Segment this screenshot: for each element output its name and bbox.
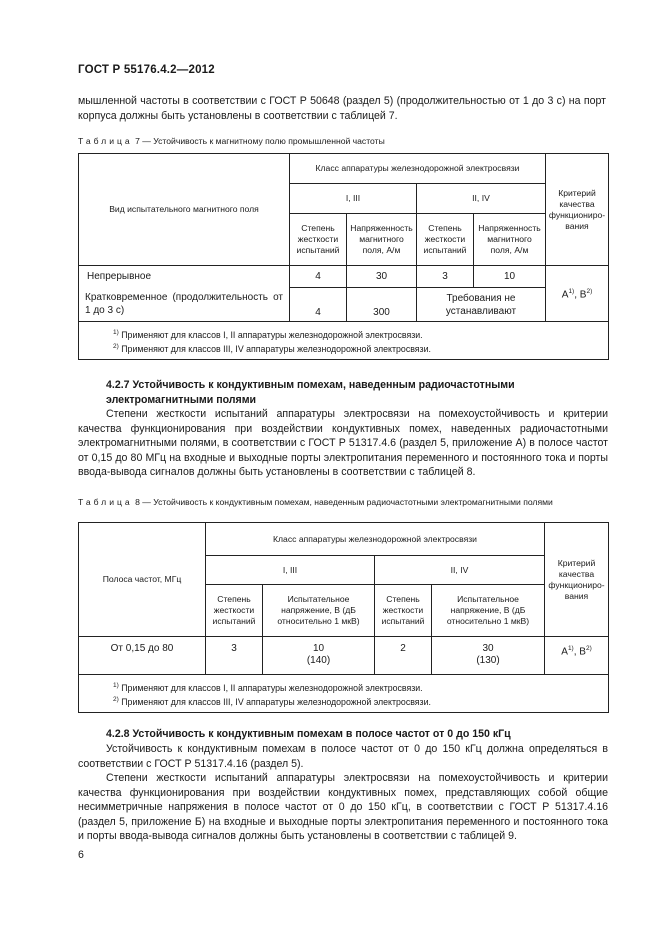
table8-sub-voltage-2: Испытательное напряжение, В (дБ относительно 1 мкВ)	[432, 585, 545, 637]
table7-caption-text: 7 — Устойчивость к магнитному полю промышленной частоты	[135, 136, 385, 146]
table8-header-criterion: Критерий качества функциониро-вания	[545, 523, 609, 637]
table7-row1-v2: 30	[347, 266, 417, 288]
table8-row-v1: 3	[206, 637, 263, 675]
table7-sub-degree-2: Степень жесткости испытаний	[417, 214, 474, 266]
table7-row2-v1: 4	[290, 288, 347, 322]
section-4-2-8-paragraph-1: Устойчивость к кондуктивным помехам в полосе частот от 0 до 150 кГц должна определяться в соответствии с ГОСТ Р 51317.4.16 (раздел 5).	[78, 743, 608, 770]
table7-footnote-2: $^{2)}$ Применяют для классов III, IV аппаратуры железнодорожной электросвязи.	[113, 342, 431, 354]
table7-caption	[78, 136, 608, 147]
table8-group-2: II, IV	[375, 556, 545, 585]
table-8	[78, 522, 609, 713]
table8-caption	[78, 497, 608, 508]
intro-paragraph: мышленной частоты в соответствии с ГОСТ Р 50648 (раздел 5) (продолжительностью от 1 до 3 с) на порт корпуса должны быть установлены в соответствии с таблицей 7.	[78, 95, 606, 122]
table7-header-type: Вид испытательного магнитного поля	[79, 154, 290, 266]
table7-row2-name: Кратковременное (продолжительность от 1 до 3 с)	[79, 288, 290, 322]
table8-caption-label: Таблица	[78, 497, 133, 507]
table8-row-v3: 2	[375, 637, 432, 675]
table8-footnotes	[79, 675, 609, 713]
table8-row-band: От 0,15 до 80	[79, 637, 206, 675]
table8-sub-degree-2: Степень жесткости испытаний	[375, 585, 432, 637]
page-number: 6	[78, 849, 84, 861]
table8-criterion: $А^{1)}$, $В^{2)}$	[545, 637, 609, 675]
table7-criterion: $А^{1)}$, $В^{2)}$	[546, 266, 609, 322]
table7-row1-v3: 3	[417, 266, 474, 288]
table8-caption-text: 8 — Устойчивость к кондуктивным помехам, наведенным радиочастотными электромагнитными полями	[135, 497, 553, 507]
table7-group-2: II, IV	[417, 184, 546, 214]
table7-sub-strength-1: Напряженность магнитного поля, А/м	[347, 214, 417, 266]
table7-caption-label: Таблица	[78, 136, 133, 146]
table7-row2-merged: Требования не устанавливают	[417, 288, 546, 322]
table8-header-class: Класс аппаратуры железнодорожной электросвязи	[206, 523, 545, 556]
table8-group-1: I, III	[206, 556, 375, 585]
section-4-2-7-paragraph: Степени жесткости испытаний аппаратуры электросвязи на помехоустойчивость и критерии качества функционирования при воздействии кондуктивных помех, наведенных радиочастотными электромагнитными полями, в соответствии с ГОСТ Р 51317.4.6 (раздел 5, приложение А) в полосе частот от 0,15 до 80 МГц на входные и выходные порты электропитания переменного и постоянного тока и порты ввода-вывода сигналов должны быть установлены в соответствии с таблицей 8.	[78, 408, 608, 479]
section-4-2-8-heading: 4.2.8 Устойчивость к кондуктивным помехам в полосе частот от 0 до 150 кГц	[106, 728, 511, 740]
table-7	[78, 153, 609, 360]
section-4-2-7-heading: 4.2.7 Устойчивость к кондуктивным помехам, наведенным радиочастотными электромагнитными полями	[106, 379, 515, 406]
table7-row1-v4: 10	[474, 266, 546, 288]
table7-footnote-1: $^{1)}$ Применяют для классов I, II аппаратуры железнодорожной электросвязи.	[113, 328, 423, 340]
table8-footnote-1: $^{1)}$ Применяют для классов I, II аппаратуры железнодорожной электросвязи.	[113, 681, 423, 693]
table7-header-criterion: Критерий качества функциониро-вания	[546, 154, 609, 266]
table8-header-band: Полоса частот, МГц	[79, 523, 206, 637]
table8-row-v4: 30 (130)	[432, 637, 545, 675]
table7-sub-degree-1: Степень жесткости испытаний	[290, 214, 347, 266]
table7-row1-name: Непрерывное	[79, 266, 290, 288]
table7-row1-v1: 4	[290, 266, 347, 288]
table8-sub-degree-1: Степень жесткости испытаний	[206, 585, 263, 637]
document-header: ГОСТ Р 55176.4.2—2012	[78, 64, 215, 76]
section-4-2-8-paragraph-2: Степени жесткости испытаний аппаратуры электросвязи на помехоустойчивость и критерии качества функционирования при воздействии кондуктивных помех, представляющих собой общие несимметричные напряжения в полосе частот от 0 до 150 кГц, в соответствии с ГОСТ Р 51317.4.16 (раздел 5, приложение Б) на входные и выходные порты электропитания переменного и постоянного тока и порты ввода-вывода сигналов должны быть установлены в соответствии с таблицей 9.	[78, 772, 608, 843]
table7-header-class: Класс аппаратуры железнодорожной электросвязи	[290, 154, 546, 184]
table7-footnotes	[79, 322, 609, 360]
table8-row-v2: 10 (140)	[263, 637, 375, 675]
table7-row2-v2: 300	[347, 288, 417, 322]
table8-sub-voltage-1: Испытательное напряжение, В (дБ относительно 1 мкВ)	[263, 585, 375, 637]
table7-group-1: I, III	[290, 184, 417, 214]
table7-sub-strength-2: Напряженность магнитного поля, А/м	[474, 214, 546, 266]
table8-footnote-2: $^{2)}$ Применяют для классов III, IV аппаратуры железнодорожной электросвязи.	[113, 695, 431, 707]
